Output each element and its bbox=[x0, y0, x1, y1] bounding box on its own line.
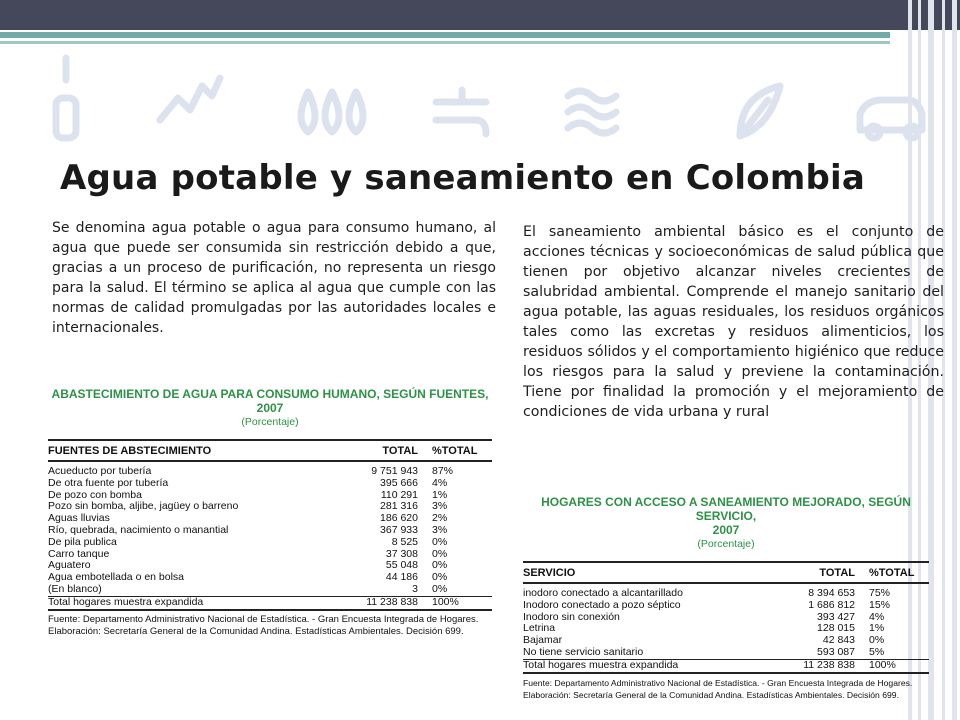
data-table bbox=[523, 561, 929, 674]
table-row: Letrina 128 015 1% bbox=[523, 622, 885, 635]
table-footnote: Fuente: Departamento Administrativo Nacional de Estadística. - Gran Encuesta Integrada de Hogares. Elaboración: Secretaría General de la Comunidad Andina. Estadísticas Ambientales. Decisión 699. bbox=[523, 677, 913, 700]
column-header: SERVICIO bbox=[523, 562, 775, 583]
table-row: Acueducto por tubería 9 751 943 87% bbox=[48, 465, 454, 477]
table-row: Aguas lluvias 186 620 2% bbox=[48, 512, 448, 525]
data-table bbox=[48, 439, 492, 611]
table-row: De otra fuente por tubería 395 666 4% bbox=[48, 476, 448, 489]
potable-water-definition: Se denomina agua potable o agua para consumo humano, al agua que puede ser consumida sin restricción debido a que, gracias a un proceso de purificación, no representa un riesgo para la salud. El término se aplica al agua que cumple con las normas de calidad promulgadas por las autoridades locales e internacionales. bbox=[52, 220, 496, 336]
column-header: FUENTES DE ABSTECIMIENTO bbox=[48, 440, 338, 461]
accent-stripe bbox=[0, 32, 890, 38]
table-subtitle: (Porcentaje) bbox=[241, 416, 299, 428]
table-row: Pozo sin bomba, aljibe, jagüey o barreno 281 316 3% bbox=[48, 500, 448, 513]
table-row: Río, quebrada, nacimiento o manantial 367 933 3% bbox=[48, 523, 448, 536]
table-subtitle: (Porcentaje) bbox=[697, 538, 755, 550]
column-header: %TOTAL bbox=[855, 562, 929, 583]
table-row: (En blanco) 3 0% bbox=[48, 582, 448, 595]
table-row: No tiene servicio sanitario 593 087 5% bbox=[523, 645, 885, 658]
table-header-row bbox=[523, 562, 929, 583]
column-header: TOTAL bbox=[775, 562, 855, 583]
page-title: Agua potable y saneamiento en Colombia bbox=[60, 158, 865, 198]
table-row: Bajamar 42 843 0% bbox=[523, 634, 885, 647]
table-title: HOGARES CON ACCESO A SANEAMIENTO MEJORADO, SEGÚN SERVICIO, 2007 bbox=[541, 495, 911, 537]
zigzag-icon bbox=[160, 78, 220, 120]
column-header: %TOTAL bbox=[418, 440, 492, 461]
table-row: De pila publica 8 525 0% bbox=[48, 535, 448, 548]
faucet-icon bbox=[436, 90, 486, 134]
accent-stripe-thin bbox=[0, 41, 890, 44]
table-footnote: Fuente: Departamento Administrativo Nacional de Estadística. - Gran Encuesta Integrada de Hogares. Elaboración: Secretaría General de la Comunidad Andina. Estadísticas Ambientales. Decisión 699. bbox=[48, 613, 479, 637]
table-row: Agua embotellada o en bolsa 44 186 0% bbox=[48, 571, 448, 584]
top-banner bbox=[0, 0, 960, 30]
sanitation-table bbox=[523, 495, 929, 701]
drops-icon bbox=[301, 92, 363, 132]
table-row: De pozo con bomba 110 291 1% bbox=[48, 488, 448, 501]
table-row: Inodoro conectado a pozo séptico 1 686 812 15% bbox=[523, 598, 891, 611]
column-header: TOTAL bbox=[338, 440, 418, 461]
bottle-icon bbox=[56, 58, 76, 138]
icon-strip bbox=[40, 50, 940, 160]
car-icon bbox=[860, 100, 922, 138]
table-title: ABASTECIMIENTO DE AGUA PARA CONSUMO HUMANO, SEGÚN FUENTES, 2007 bbox=[51, 387, 489, 415]
table-row: inodoro conectado a alcantarillado 8 394 653 75% bbox=[523, 587, 891, 599]
table-row: Inodoro sin conexión 393 427 4% bbox=[523, 610, 885, 623]
leaf-icon bbox=[740, 86, 780, 136]
sanitation-definition: El saneamiento ambiental básico es el conjunto de acciones técnicas y socioeconómicas de salud pública que tienen por objetivo alcanzar niveles crecientes de salubridad ambiental. Comprende el manejo sanitario del agua potable, las aguas residuales, los residuos orgánicos tales como las excretas y residuos alimenticios, los residuos sólidos y el comportamiento higiénico que reduce los riesgos para la salud y previene la contaminación. Tiene por finalidad la promoción y el mejoramiento de condiciones de vida urbana y rural bbox=[523, 224, 944, 420]
waves-icon bbox=[568, 91, 616, 133]
table-header-row bbox=[48, 440, 492, 461]
water-supply-table bbox=[48, 387, 492, 638]
table-row: Carro tanque 37 308 0% bbox=[48, 547, 448, 560]
table-total-row: Total hogares muestra expandida 11 238 838 100% bbox=[48, 596, 492, 609]
table-row: Aguatero 55 048 0% bbox=[48, 559, 448, 572]
table-total-row: Total hogares muestra expandida 11 238 838 100% bbox=[523, 659, 929, 672]
